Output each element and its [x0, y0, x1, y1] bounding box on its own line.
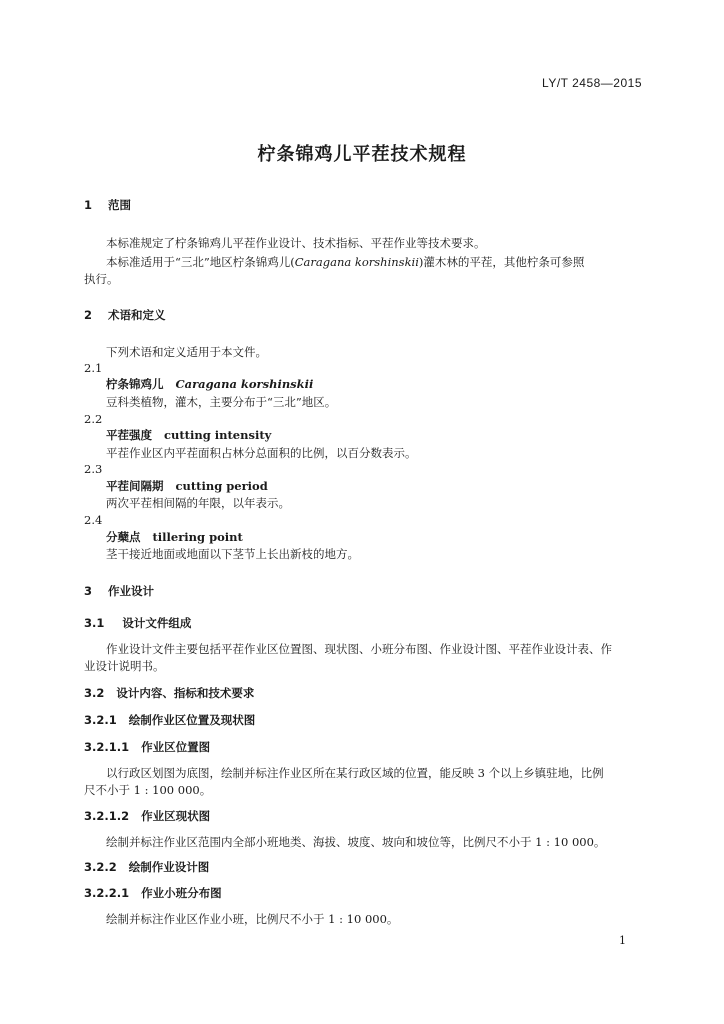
- subsection-number: 3.2.2: [84, 860, 117, 874]
- term-en: Caragana korshinskii: [175, 377, 314, 391]
- subsection-title: 绘制作业设计图: [128, 860, 210, 874]
- document-title: 柠条锦鸡儿平茬技术规程: [257, 144, 467, 165]
- term-cn: 分蘖点: [106, 530, 141, 544]
- subsection-title: 绘制作业区位置及现状图: [128, 713, 256, 727]
- term-en: cutting period: [175, 479, 268, 493]
- term-cn: 平茬间隔期: [106, 479, 164, 493]
- subsection-title: 作业区现状图: [141, 809, 211, 823]
- subsection-heading: [84, 860, 209, 874]
- paragraph: 作业设计文件主要包括平茬作业区位置图、现状图、小班分布图、作业设计图、平茬作业设计表、作: [106, 642, 612, 656]
- term-en: cutting intensity: [164, 428, 272, 442]
- subsection-number: 3.2: [84, 686, 105, 700]
- subsection-title: 作业小班分布图: [141, 886, 222, 900]
- term-number: 2.2: [84, 412, 103, 426]
- subsection-title: 设计文件组成: [122, 616, 192, 630]
- term-heading: [106, 530, 243, 544]
- section-number: 3: [84, 584, 93, 598]
- paragraph-continuation: 尺不小于 1 : 100 000。: [84, 783, 212, 797]
- subsection-number: 3.2.1: [84, 713, 117, 727]
- standard-code: LY/T 2458—2015: [542, 76, 642, 90]
- section-1-heading: [84, 198, 131, 212]
- term-heading: [106, 428, 271, 442]
- text-run: )灌木林的平茬，其他柠条可参照: [418, 255, 585, 269]
- paragraph: 本标准规定了柠条锦鸡儿平茬作业设计、技术指标、平茬作业等技术要求。: [106, 236, 486, 250]
- section-title: 作业设计: [108, 584, 154, 598]
- term-number: 2.1: [84, 361, 103, 375]
- section-title: 术语和定义: [108, 308, 166, 322]
- term-cn: 柠条锦鸡儿: [106, 377, 164, 391]
- term-definition: 平茬作业区内平茬面积占林分总面积的比例，以百分数表示。: [106, 446, 417, 460]
- term-cn: 平茬强度: [106, 428, 152, 442]
- term-number: 2.4: [84, 513, 103, 527]
- term-en: tillering point: [152, 530, 243, 544]
- paragraph-continuation: 业设计说明书。: [84, 659, 165, 673]
- subsection-title: 设计内容、指标和技术要求: [116, 686, 255, 700]
- term-definition: 豆科类植物，灌木，主要分布于“三北”地区。: [106, 395, 337, 409]
- subsection-heading: [84, 740, 210, 754]
- subsection-number: 3.2.1.2: [84, 809, 130, 823]
- paragraph-continuation: 执行。: [84, 272, 119, 286]
- term-definition: 茎干接近地面或地面以下茎节上长出新枝的地方。: [106, 547, 359, 561]
- paragraph: 绘制并标注作业区范围内全部小班地类、海拔、坡度、坡向和坡位等，比例尺不小于 1 : 10 000。: [106, 835, 606, 849]
- text-run: 本标准适用于“三北”地区柠条锦鸡儿(: [106, 255, 295, 269]
- subsection-heading: [84, 616, 191, 630]
- latin-name: Caragana korshinskii: [294, 255, 419, 269]
- term-number: 2.3: [84, 462, 103, 476]
- section-3-heading: [84, 584, 154, 598]
- page-number: 1: [619, 934, 626, 947]
- paragraph: 以行政区划图为底图，绘制并标注作业区所在某行政区域的位置，能反映 3 个以上乡镇驻地，比例: [106, 766, 604, 780]
- subsection-number: 3.1: [84, 616, 105, 630]
- section-number: 2: [84, 308, 93, 322]
- subsection-heading: [84, 886, 222, 900]
- subsection-number: 3.2.1.1: [84, 740, 130, 754]
- subsection-title: 作业区位置图: [141, 740, 211, 754]
- subsection-heading: [84, 713, 255, 727]
- paragraph: 下列术语和定义适用于本文件。: [106, 345, 267, 359]
- subsection-heading: [84, 809, 210, 823]
- section-2-heading: [84, 308, 166, 322]
- term-heading: [106, 377, 313, 391]
- section-title: 范围: [108, 198, 131, 212]
- section-number: 1: [84, 198, 93, 212]
- paragraph: [106, 255, 584, 269]
- paragraph: 绘制并标注作业区作业小班，比例尺不小于 1 : 10 000。: [106, 912, 399, 926]
- subsection-number: 3.2.2.1: [84, 886, 130, 900]
- term-heading: [106, 479, 268, 493]
- subsection-heading: [84, 686, 254, 700]
- term-definition: 两次平茬相间隔的年限，以年表示。: [106, 496, 290, 510]
